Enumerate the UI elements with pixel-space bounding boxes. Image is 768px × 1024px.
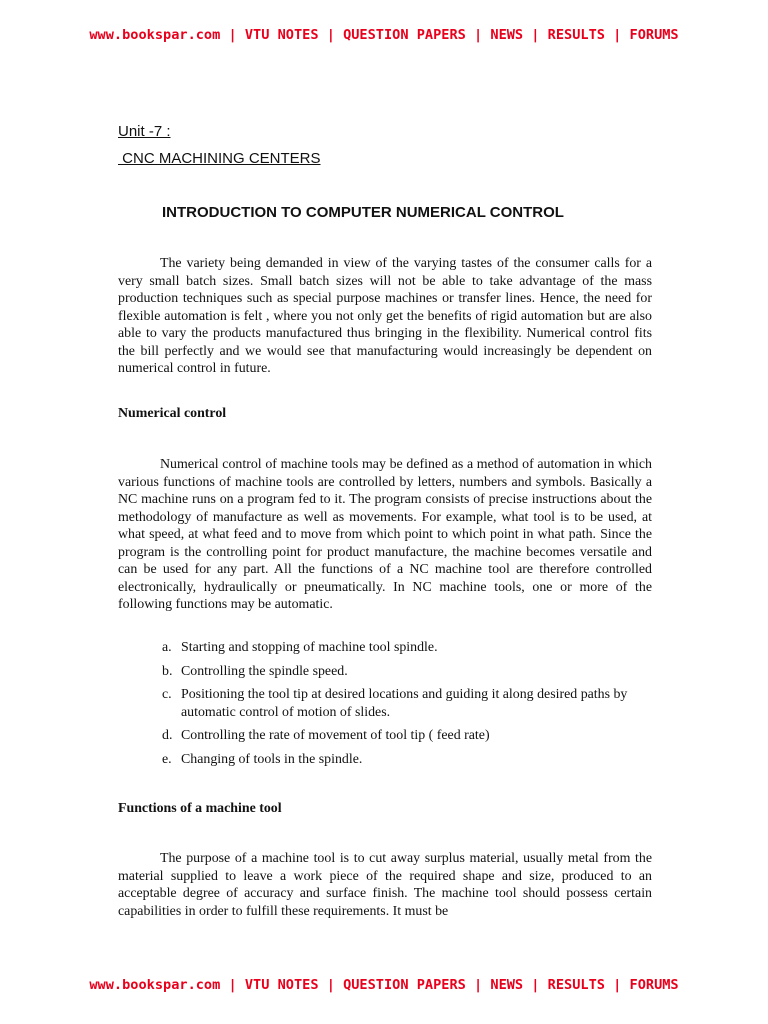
list-item-text: Controlling the spindle speed. xyxy=(181,663,348,679)
list-item-text: Positioning the tool tip at desired locations and guiding it along desired paths by automatic control of motion of slides. xyxy=(181,687,628,720)
machine-tool-paragraph: The purpose of a machine tool is to cut away surplus material, usually metal from the material supplied to leave a work piece of the required shape and size, produced to an acceptable degree of accuracy and surface finish. The machine tool should possess certain capabilities in order to fulfill these requirements. It must be xyxy=(118,851,652,919)
list-marker: a. xyxy=(162,640,172,655)
functions-list xyxy=(162,639,652,774)
footer-banner-link[interactable]: www.bookspar.com | VTU NOTES | QUESTION PAPERS | NEWS | RESULTS | FORUMS xyxy=(89,977,679,993)
list-item-text: Starting and stopping of machine tool spindle. xyxy=(181,640,438,655)
header-banner-link[interactable]: www.bookspar.com | VTU NOTES | QUESTION PAPERS | NEWS | RESULTS | FORUMS xyxy=(89,27,679,43)
list-marker: b. xyxy=(162,663,173,679)
list-item xyxy=(162,751,652,769)
subheading-machine-tool-functions: Functions of a machine tool xyxy=(118,801,282,816)
list-item xyxy=(162,663,652,681)
list-item-text: Controlling the rate of movement of tool tip ( feed rate) xyxy=(181,728,490,743)
section-heading: INTRODUCTION TO COMPUTER NUMERICAL CONTROL xyxy=(162,204,564,221)
unit-title: CNC MACHINING CENTERS xyxy=(118,150,321,167)
numerical-control-paragraph: Numerical control of machine tools may be defined as a method of automation in which various functions of machine tools are controlled by letters, numbers and symbols. Basically a NC machine runs on a program fed to it. The program consists of precise instructions about the methodology of manufacture as well as movements. For example, what tool is to be used, at what speed, at what feed and to move from which point to which point in what path. Since the program is the controlling point for product manufacture, the machine becomes versatile and can be used for any part. All the functions of a NC machine tool are therefore controlled electronically, hydraulically or pneumatically. In NC machine tools, one or more of the following functions may be automatic. xyxy=(118,457,652,612)
list-marker: e. xyxy=(162,751,172,767)
list-marker: d. xyxy=(162,728,173,743)
unit-label: Unit -7 : xyxy=(118,123,171,140)
list-item xyxy=(162,639,652,657)
list-item xyxy=(162,727,652,745)
list-item-text: Changing of tools in the spindle. xyxy=(181,751,363,767)
subheading-numerical-control: Numerical control xyxy=(118,406,227,421)
list-item xyxy=(162,686,652,721)
list-marker: c. xyxy=(162,687,172,702)
intro-paragraph: The variety being demanded in view of the varying tastes of the consumer calls for a very small batch sizes. Small batch sizes will not be able to take advantage of the mass production techniques such as special purpose machines or transfer lines. Hence, the need for flexible automation is felt , where you not only get the benefits of rigid automation but are also able to vary the products manufactured thus bringing in the flexibility. Numerical control fits the bill perfectly and we would see that manufacturing would increasingly be dependent on numerical control in future. xyxy=(118,256,652,376)
